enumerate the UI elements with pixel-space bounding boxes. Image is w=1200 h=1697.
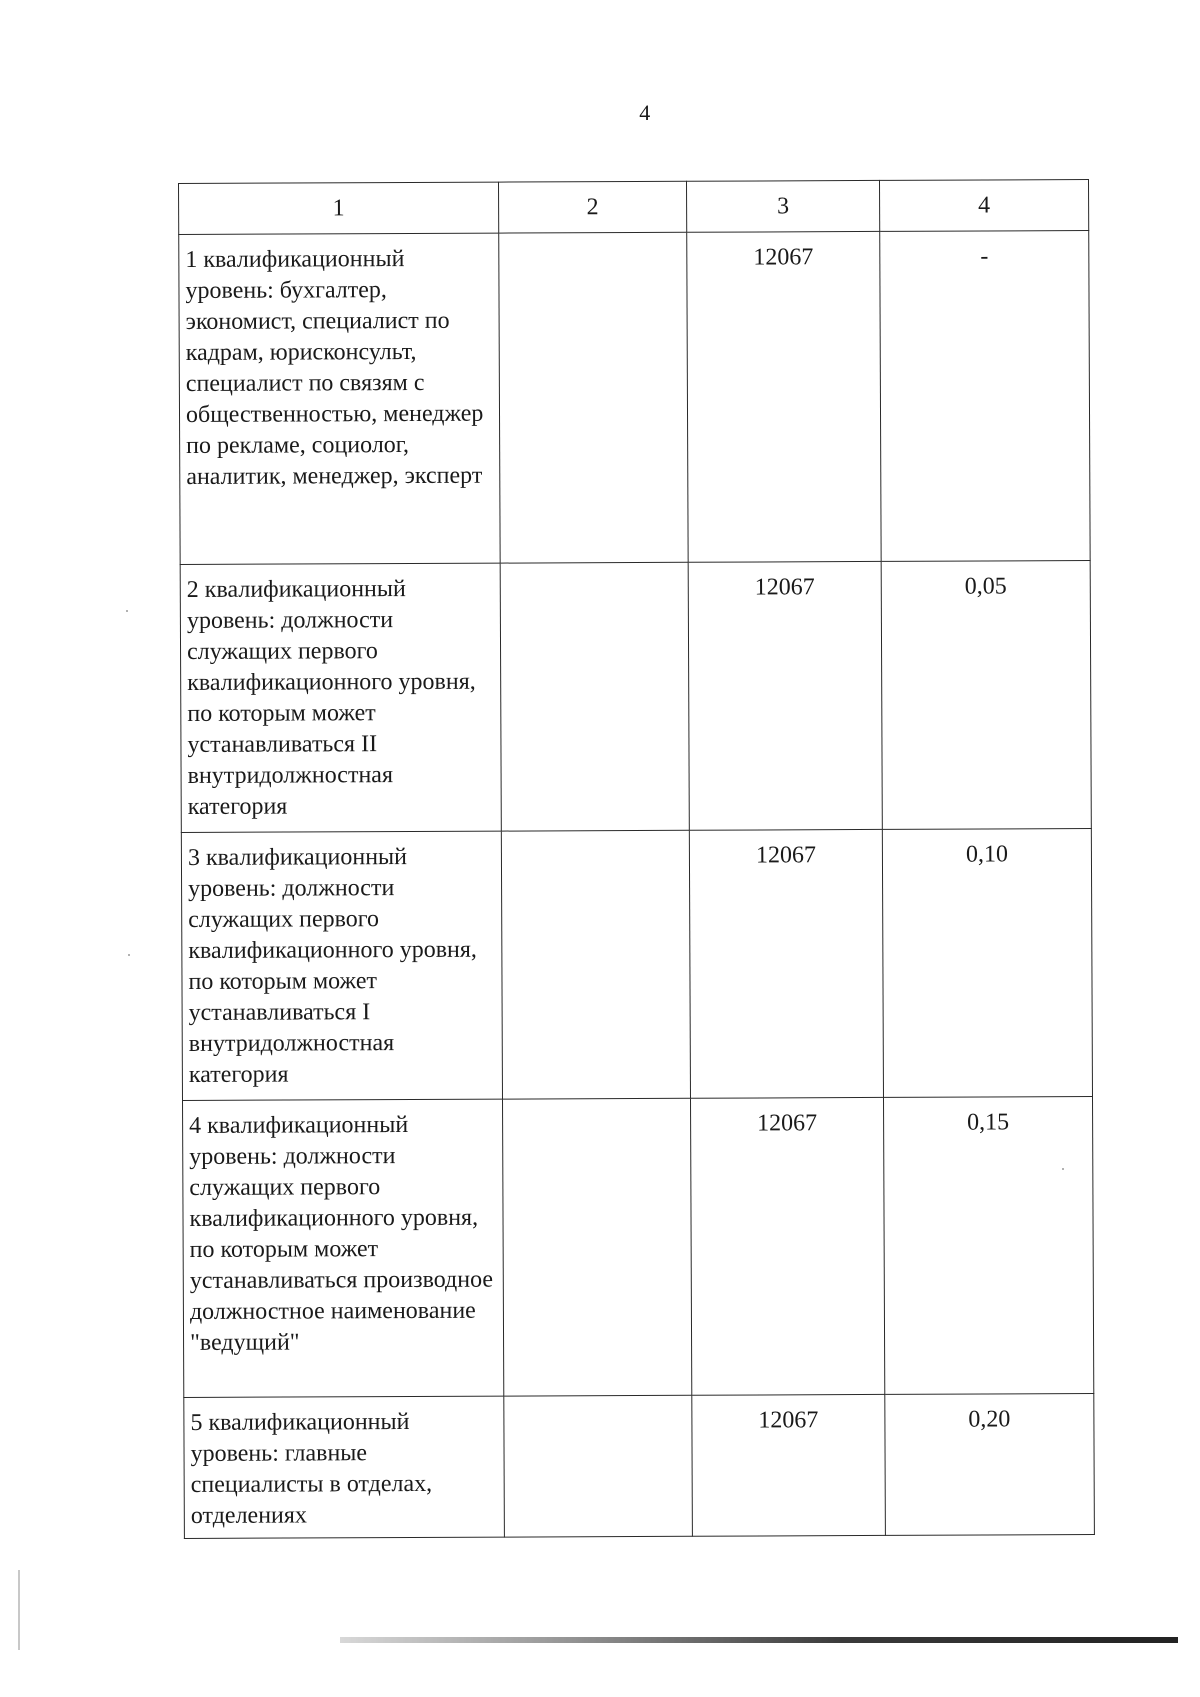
coefficient-cell: 0,10: [882, 829, 1092, 1098]
qualification-level-description: 1 квалификационный уровень: бухгалтер, экономист, специалист по кадрам, юрисконсульт, специалист по связям с общественностью, менеджер по рекламе, социолог, аналитик, менеджер, эксперт: [179, 233, 500, 564]
base-value-cell: 12067: [692, 1394, 886, 1536]
qualification-level-description: 4 квалификационный уровень: должности служащих первого квалификационного уровня, по которым может устанавливаться производное должностное наименование "ведущий": [183, 1099, 504, 1397]
page-number: 4: [639, 100, 651, 125]
table-row: [180, 561, 1091, 833]
base-value-cell: 12067: [687, 231, 881, 562]
scan-margin-mark: [18, 1570, 20, 1650]
scan-speck: [1062, 1168, 1064, 1170]
scan-speck: [128, 954, 130, 956]
table-header-row: [179, 180, 1089, 235]
empty-cell: [500, 562, 689, 831]
scan-edge-shadow: [340, 1637, 1178, 1643]
base-value-cell: 12067: [690, 1097, 884, 1395]
base-value-cell: 12067: [688, 561, 882, 830]
table-row: [183, 1097, 1094, 1398]
empty-cell: [503, 1098, 692, 1396]
coefficient-cell: 0,05: [881, 561, 1091, 830]
table-row: [179, 231, 1090, 565]
coefficient-cell: 0,20: [885, 1394, 1095, 1536]
column-header-1: 1: [179, 182, 499, 234]
base-value-cell: 12067: [689, 829, 883, 1098]
qualification-level-description: 3 квалификационный уровень: должности служащих первого квалификационного уровня, по которым может устанавливаться I внутридолжностная категория: [181, 831, 502, 1100]
qualification-level-description: 2 квалификационный уровень: должности служащих первого квалификационного уровня, по которым может устанавливаться II внутридолжностная категория: [180, 563, 501, 832]
column-header-2: 2: [498, 181, 686, 233]
qualification-level-description: 5 квалификационный уровень: главные специалисты в отделах, отделениях: [184, 1396, 505, 1538]
column-header-4: 4: [879, 180, 1088, 232]
scan-speck: [126, 610, 128, 612]
empty-cell: [501, 830, 690, 1099]
coefficient-cell: 0,15: [883, 1097, 1093, 1395]
empty-cell: [504, 1395, 693, 1537]
table-row: [181, 829, 1092, 1101]
qualification-levels-table: [178, 179, 1095, 1539]
coefficient-cell: -: [880, 231, 1090, 562]
empty-cell: [499, 232, 688, 563]
table-row: [184, 1394, 1095, 1539]
column-header-3: 3: [686, 180, 879, 232]
